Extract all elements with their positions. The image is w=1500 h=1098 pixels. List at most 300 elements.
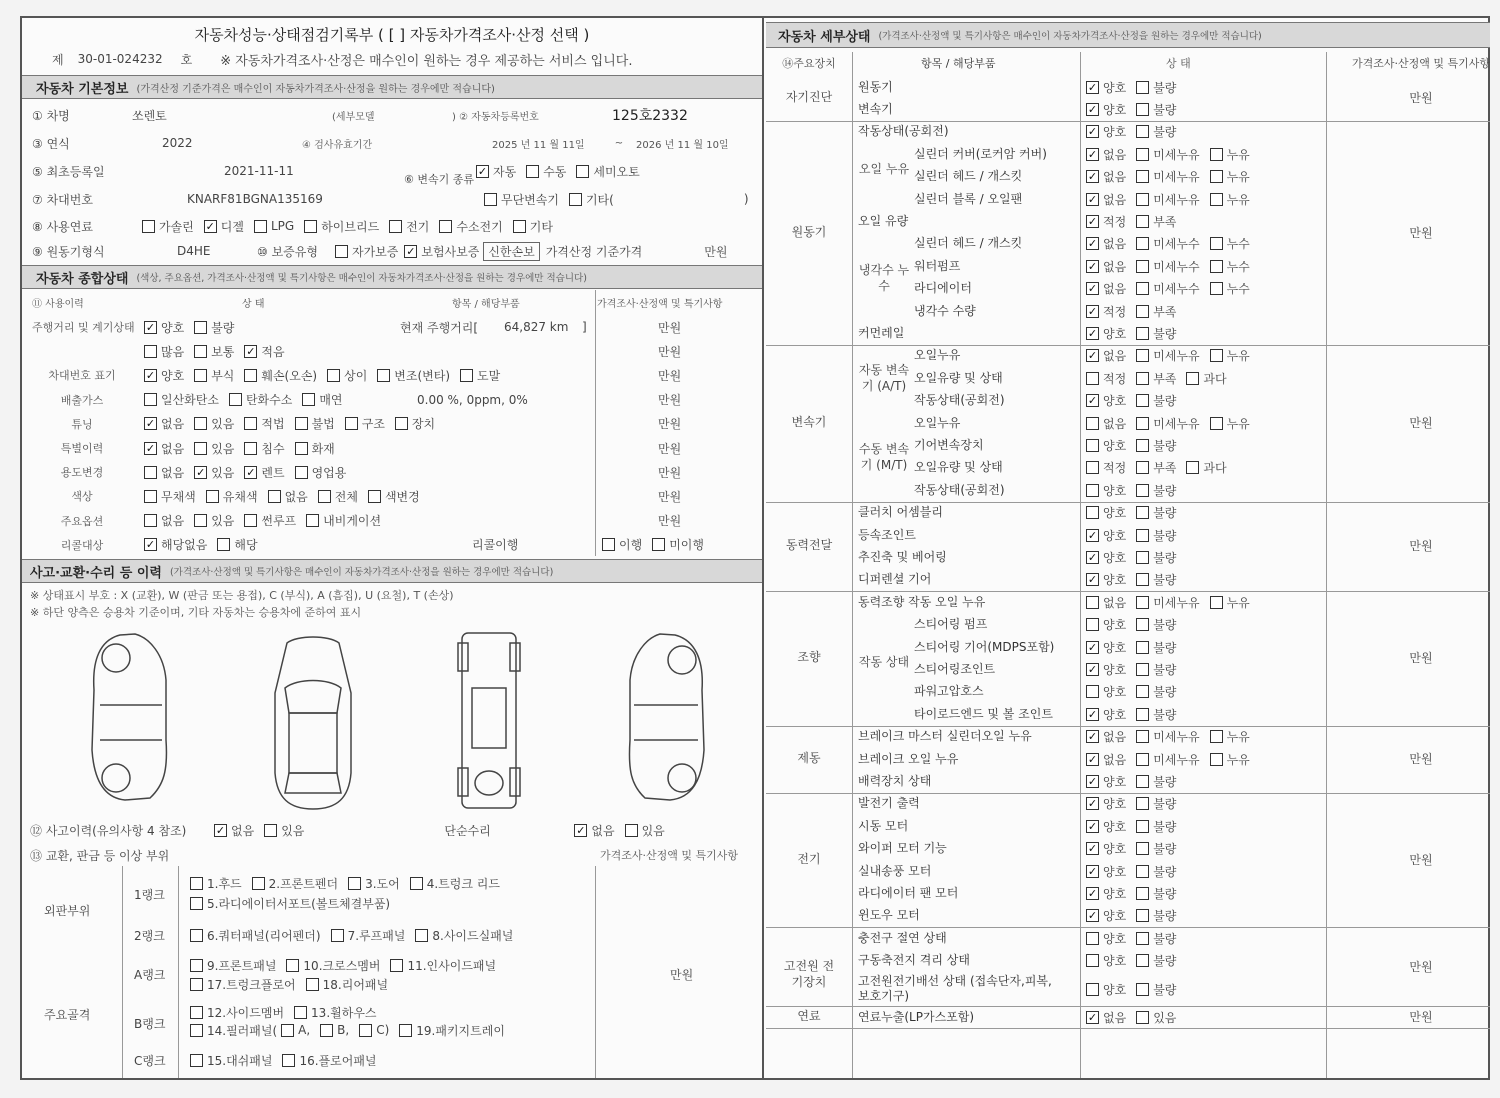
odometer-value: 64,827 km <box>504 320 569 334</box>
trans-semiauto-checkbox[interactable] <box>576 163 639 180</box>
summary-opt-checkbox[interactable] <box>295 415 335 432</box>
summary-opt-checkbox[interactable] <box>144 512 184 529</box>
detail-opt-label: 누수 <box>1226 282 1250 297</box>
pillar-item-checkbox[interactable] <box>320 1023 349 1037</box>
detail-opt-checkbox[interactable] <box>1210 191 1250 208</box>
detail-opt-label: 불량 <box>1153 909 1177 924</box>
summary-opt-checkbox[interactable] <box>306 512 381 529</box>
fuel-other-checkbox[interactable] <box>513 218 553 235</box>
rankC-item-checkbox[interactable] <box>282 1052 376 1069</box>
summary-opt-checkbox[interactable] <box>217 536 257 553</box>
detail-opt-checkbox[interactable] <box>1136 616 1176 633</box>
summary-opt-checkbox[interactable] <box>244 440 284 457</box>
checkbox-box <box>1136 260 1149 273</box>
detail-opt-checkbox[interactable] <box>1086 123 1126 140</box>
rank2-item-checkbox[interactable] <box>190 927 321 944</box>
summary-opt-checkbox[interactable] <box>244 367 317 384</box>
detail-opt-checkbox[interactable] <box>1086 1009 1126 1026</box>
detail-row <box>766 255 1490 277</box>
summary-opt-label: 해당없음 <box>161 538 208 553</box>
checkbox-box <box>1186 372 1199 385</box>
detail-sub-label: 자동 변속기 (A/T) <box>858 363 910 394</box>
detail-item: 라디에이터 <box>914 281 972 296</box>
detail-opt-checkbox[interactable] <box>1136 661 1176 678</box>
checkbox-box <box>1136 954 1149 967</box>
trans-auto-checkbox[interactable] <box>476 163 516 180</box>
detail-opt-checkbox[interactable] <box>1086 347 1126 364</box>
serial-prefix: 제 <box>52 52 64 67</box>
detail-group-price-unit: 만원 <box>1409 651 1433 666</box>
checkbox-box <box>190 1024 203 1037</box>
detail-options <box>1086 683 1186 700</box>
summary-opt-checkbox[interactable] <box>144 367 184 384</box>
detail-opt-checkbox[interactable] <box>1210 594 1250 611</box>
summary-opt-checkbox[interactable] <box>144 415 184 432</box>
summary-opt-label: 없음 <box>161 514 185 529</box>
detail-item: 스티어링 펌프 <box>914 617 988 632</box>
rankC-item-label: 16.플로어패널 <box>299 1053 377 1068</box>
detail-sub-label: 오일 누유 <box>858 161 910 176</box>
detail-opt-checkbox[interactable] <box>1136 370 1176 387</box>
detail-opt-label: 불량 <box>1153 483 1177 498</box>
detail-opt-checkbox[interactable] <box>1136 191 1199 208</box>
detail-opt-label: 없음 <box>1103 170 1127 185</box>
fuel-hydrogen-label: 수소전기 <box>456 219 503 234</box>
detail-opt-checkbox[interactable] <box>1136 303 1176 320</box>
checkbox-box: ✓ <box>1087 147 1098 161</box>
detail-opt-checkbox[interactable] <box>1086 482 1126 499</box>
trans-manual-checkbox[interactable] <box>526 163 566 180</box>
detail-opt-checkbox[interactable] <box>1136 482 1176 499</box>
detail-opt-checkbox[interactable] <box>1086 594 1126 611</box>
detail-row <box>766 166 1490 188</box>
rankA-item-checkbox[interactable] <box>286 957 380 974</box>
detail-opt-checkbox[interactable] <box>1210 347 1250 364</box>
rankC-item-checkbox[interactable] <box>190 1052 272 1069</box>
summary-opt-checkbox[interactable] <box>302 391 342 408</box>
detail-opt-label: 미세누수 <box>1153 259 1200 274</box>
detail-opt-checkbox[interactable] <box>1136 952 1176 969</box>
detail-opt-checkbox[interactable] <box>1086 885 1126 902</box>
detail-opt-checkbox[interactable] <box>1136 235 1199 252</box>
pillar-item-checkbox[interactable] <box>281 1023 310 1037</box>
checkbox-box: ✓ <box>1087 349 1098 363</box>
summary-opt-checkbox[interactable] <box>377 367 450 384</box>
detail-opt-checkbox[interactable] <box>1136 907 1176 924</box>
rank-label: A랭크 <box>134 968 166 982</box>
checkbox-box <box>1136 461 1149 474</box>
rank-items-row <box>190 1020 762 1040</box>
detail-opt-checkbox[interactable] <box>1086 616 1126 633</box>
detail-opt-checkbox[interactable] <box>1136 280 1199 297</box>
summary-opt-checkbox[interactable] <box>244 415 284 432</box>
detail-opt-checkbox[interactable] <box>1086 146 1126 163</box>
summary-opt-checkbox[interactable] <box>194 440 234 457</box>
checkbox-box: ✓ <box>1087 170 1098 184</box>
detail-opt-checkbox[interactable] <box>1210 258 1250 275</box>
car-name-row <box>22 104 762 126</box>
summary-opt-checkbox[interactable] <box>144 440 184 457</box>
detail-opt-checkbox[interactable] <box>1136 930 1176 947</box>
accident-yes-label: 있음 <box>281 823 305 838</box>
col-item: 항목 / 해당부품 <box>921 57 996 70</box>
detail-opt-checkbox[interactable] <box>1086 191 1126 208</box>
summary-opt-checkbox[interactable] <box>345 415 385 432</box>
detail-opt-checkbox[interactable] <box>1086 437 1126 454</box>
detail-opt-checkbox[interactable] <box>1136 168 1199 185</box>
detail-opt-checkbox[interactable] <box>1136 981 1176 998</box>
detail-opt-checkbox[interactable] <box>1210 415 1250 432</box>
warranty-insurer-checkbox[interactable] <box>404 243 479 260</box>
detail-opt-checkbox[interactable] <box>1086 325 1126 342</box>
summary-opt-checkbox[interactable] <box>194 319 234 336</box>
detail-opt-checkbox[interactable] <box>1186 459 1226 476</box>
detail-opt-label: 미세누유 <box>1153 170 1200 185</box>
checkbox-box <box>281 1024 294 1037</box>
detail-opt-checkbox[interactable] <box>1136 639 1176 656</box>
detail-opt-label: 양호 <box>1103 506 1127 521</box>
detail-opt-checkbox[interactable] <box>1210 728 1250 745</box>
fuel-lpg-checkbox[interactable] <box>254 219 294 233</box>
detail-opt-label: 양호 <box>1103 618 1127 633</box>
detail-opt-checkbox[interactable] <box>1086 303 1126 320</box>
summary-opt-label: 영업용 <box>311 465 347 480</box>
detail-opt-checkbox[interactable] <box>1136 683 1176 700</box>
simple-none-checkbox[interactable] <box>574 822 614 839</box>
checkbox-box: ✓ <box>1087 640 1098 654</box>
detail-opt-checkbox[interactable] <box>1210 751 1250 768</box>
detail-opt-label: 없음 <box>1103 1010 1127 1025</box>
engine-value: D4HE <box>177 244 211 258</box>
checkbox-box: ✓ <box>406 244 416 258</box>
rankB-item-checkbox[interactable] <box>190 1004 284 1021</box>
detail-opt-checkbox[interactable] <box>1086 907 1126 924</box>
detail-opt-checkbox[interactable] <box>1086 258 1126 275</box>
detail-row <box>766 457 1490 479</box>
rank1-item-checkbox[interactable] <box>252 875 338 892</box>
summary-opt-checkbox[interactable] <box>295 440 335 457</box>
summary-opt-checkbox[interactable] <box>244 512 296 529</box>
detail-opt-checkbox[interactable] <box>1136 101 1176 118</box>
detail-opt-label: 불량 <box>1153 103 1177 118</box>
rank-price-unit: 만원 <box>670 968 694 982</box>
detail-opt-checkbox[interactable] <box>1086 280 1126 297</box>
fuel-gasoline-checkbox[interactable] <box>142 218 194 235</box>
detail-opt-checkbox[interactable] <box>1210 280 1250 297</box>
checkbox-box <box>1210 730 1223 743</box>
detail-opt-checkbox[interactable] <box>1086 639 1126 656</box>
detail-opt-checkbox[interactable] <box>1136 459 1176 476</box>
detail-col-headers <box>766 52 1490 74</box>
exchange-price-label: 가격조사·산정액 및 특기사항 <box>600 849 739 862</box>
detail-opt-checkbox[interactable] <box>1136 213 1176 230</box>
detail-opt-checkbox[interactable] <box>1086 213 1126 230</box>
detail-opt-checkbox[interactable] <box>1136 751 1199 768</box>
checkbox-box <box>1136 215 1149 228</box>
checkbox-box <box>602 538 615 551</box>
detail-options <box>1086 639 1186 656</box>
validity-from: 2025 년 11 월 11일 <box>492 139 585 151</box>
detail-opt-checkbox[interactable] <box>1136 415 1199 432</box>
rankA-item-checkbox[interactable] <box>190 957 276 974</box>
checkbox-box: ✓ <box>1087 864 1098 878</box>
summary-opt-checkbox[interactable] <box>244 343 284 360</box>
detail-opt-checkbox[interactable] <box>1086 504 1126 521</box>
detail-options <box>1086 280 1260 297</box>
checkbox-box <box>1136 125 1149 138</box>
detail-opt-checkbox[interactable] <box>1086 392 1126 409</box>
detail-opt-checkbox[interactable] <box>1086 952 1126 969</box>
detail-opt-label: 미세누유 <box>1153 416 1200 431</box>
detail-item: 오일누유 <box>914 348 961 363</box>
summary-opt-checkbox[interactable] <box>194 367 234 384</box>
accident-none-label: 없음 <box>231 823 255 838</box>
detail-opt-checkbox[interactable] <box>1086 527 1126 544</box>
checkbox-box <box>1136 81 1149 94</box>
detail-opt-checkbox[interactable] <box>1086 168 1126 185</box>
detail-opt-checkbox[interactable] <box>1210 146 1250 163</box>
detail-opt-checkbox[interactable] <box>1136 437 1176 454</box>
checkbox-box <box>484 193 497 206</box>
detail-opt-checkbox[interactable] <box>1136 527 1176 544</box>
pillar-checkbox[interactable] <box>190 1022 277 1039</box>
detail-opt-checkbox[interactable] <box>1086 370 1126 387</box>
detail-opt-checkbox[interactable] <box>1186 370 1226 387</box>
summary-opt-checkbox[interactable] <box>144 391 219 408</box>
fuel-electric-checkbox[interactable] <box>389 218 429 235</box>
checkbox-box: ✓ <box>576 823 586 837</box>
detail-opt-checkbox[interactable] <box>1086 101 1126 118</box>
rank1-item-checkbox[interactable] <box>410 875 500 892</box>
detail-opt-label: 누수 <box>1226 237 1250 252</box>
summary-opt-checkbox[interactable] <box>144 319 184 336</box>
detail-opt-checkbox[interactable] <box>1136 773 1176 790</box>
detail-opt-checkbox[interactable] <box>1210 235 1250 252</box>
detail-opt-checkbox[interactable] <box>1136 594 1199 611</box>
trans-other-label: 기타( <box>585 192 614 207</box>
warranty-self-checkbox[interactable] <box>335 243 398 260</box>
summary-opt-checkbox[interactable] <box>318 488 358 505</box>
rankB-item-checkbox[interactable] <box>294 1004 376 1021</box>
detail-opt-checkbox[interactable] <box>1136 885 1176 902</box>
trans-other-checkbox[interactable] <box>569 191 614 208</box>
detail-opt-label: 미세누유 <box>1153 595 1200 610</box>
detail-group-name: 원동기 <box>791 224 827 239</box>
detail-opt-checkbox[interactable] <box>1086 818 1126 835</box>
summary-opt-checkbox[interactable] <box>229 391 292 408</box>
detail-opt-checkbox[interactable] <box>1210 168 1250 185</box>
service-notice: ※ 자동차가격조사·산정은 매수인이 원하는 경우 제공하는 서비스 입니다. <box>220 53 633 69</box>
summary-opt-label: 전체 <box>334 489 358 504</box>
vin-value: KNARF81BGNA135169 <box>187 192 323 206</box>
summary-opt-checkbox[interactable] <box>144 343 184 360</box>
checkbox-box <box>295 442 308 455</box>
checkbox-box <box>1136 618 1149 631</box>
detail-opt-checkbox[interactable] <box>1136 325 1176 342</box>
detail-opt-checkbox[interactable] <box>1136 146 1199 163</box>
accident-yes-checkbox[interactable] <box>264 822 304 839</box>
summary-opt-checkbox[interactable] <box>460 367 500 384</box>
summary-opt-checkbox[interactable] <box>268 488 308 505</box>
detail-opt-checkbox[interactable] <box>1136 258 1199 275</box>
summary-opt-checkbox[interactable] <box>327 367 367 384</box>
year-label: ③ 연식 <box>32 136 70 151</box>
summary-opt-checkbox[interactable] <box>144 488 196 505</box>
summary-opt-checkbox[interactable] <box>395 415 435 432</box>
detail-opt-label: 불량 <box>1153 327 1177 342</box>
checkbox-box <box>569 193 582 206</box>
detail-opt-checkbox[interactable] <box>1086 415 1126 432</box>
checkbox-box: ✓ <box>1087 842 1098 856</box>
detail-options <box>1086 773 1186 790</box>
detail-row <box>766 367 1490 389</box>
checkbox-box <box>1136 641 1149 654</box>
detail-opt-label: 부족 <box>1153 215 1177 230</box>
checkbox-box <box>318 490 331 503</box>
simple-yes-checkbox[interactable] <box>625 822 665 839</box>
detail-opt-checkbox[interactable] <box>1086 863 1126 880</box>
checkbox-box: ✓ <box>1087 573 1098 587</box>
summary-opt-checkbox[interactable] <box>144 536 207 553</box>
detail-opt-checkbox[interactable] <box>1136 392 1176 409</box>
detail-group-name: 자기진단 <box>785 90 833 105</box>
recall-opt-checkbox[interactable] <box>652 536 704 553</box>
detail-opt-checkbox[interactable] <box>1086 549 1126 566</box>
fuel-row <box>22 215 762 237</box>
pillar-item-checkbox[interactable] <box>359 1023 389 1037</box>
detail-opt-checkbox[interactable] <box>1086 79 1126 96</box>
detail-opt-checkbox[interactable] <box>1136 863 1176 880</box>
year-row <box>22 132 762 154</box>
summary-opt-checkbox[interactable] <box>194 343 234 360</box>
summary-opt-checkbox[interactable] <box>194 415 234 432</box>
summary-opt-label: 탄화수소 <box>245 393 293 408</box>
detail-sub-label: 냉각수 누수 <box>858 262 910 293</box>
pillar-item-label: C) <box>376 1023 390 1037</box>
detail-opt-checkbox[interactable] <box>1086 981 1126 998</box>
exchange-label: ⑬ 교환, 판금 등 이상 부위 <box>30 848 170 863</box>
reg-no-value: 125호2332 <box>612 108 688 124</box>
accident-none-checkbox[interactable] <box>214 822 254 839</box>
fuel-hydrogen-checkbox[interactable] <box>439 218 502 235</box>
detail-opt-checkbox[interactable] <box>1086 683 1126 700</box>
checkbox-box <box>1086 596 1099 609</box>
engine-row <box>22 240 762 262</box>
detail-opt-label: 양호 <box>1103 775 1127 790</box>
detail-item: 스티어링 기어(MDPS포함) <box>914 639 1055 654</box>
detail-opt-checkbox[interactable] <box>1136 706 1176 723</box>
detail-opt-checkbox[interactable] <box>1136 728 1199 745</box>
rank2-item-checkbox[interactable] <box>331 927 406 944</box>
summary-opt-checkbox[interactable] <box>244 464 284 481</box>
rankA-item-checkbox[interactable] <box>390 957 496 974</box>
detail-row <box>766 793 1490 815</box>
detail-options <box>1086 706 1186 723</box>
detail-opt-checkbox[interactable] <box>1086 728 1126 745</box>
car-name-value: 쏘렌토 <box>132 108 167 123</box>
detail-row <box>766 121 1490 143</box>
trans-auto-label: 자동 <box>493 164 517 179</box>
rank2-item-label: 8.사이드실패널 <box>432 928 514 943</box>
detail-opt-checkbox[interactable] <box>1086 930 1126 947</box>
summary-opt-checkbox[interactable] <box>144 464 184 481</box>
detail-opt-checkbox[interactable] <box>1136 840 1176 857</box>
rank2-item-checkbox[interactable] <box>415 927 513 944</box>
rankA-item-checkbox[interactable] <box>306 976 388 993</box>
detail-opt-label: 양호 <box>1103 864 1127 879</box>
detail-opt-checkbox[interactable] <box>1086 571 1126 588</box>
fuel-hybrid-checkbox[interactable] <box>304 218 379 235</box>
detail-opt-checkbox[interactable] <box>1086 773 1126 790</box>
checkbox-box <box>206 490 219 503</box>
detail-row <box>766 927 1490 949</box>
rank1-item-checkbox[interactable] <box>348 875 400 892</box>
detail-opt-checkbox[interactable] <box>1136 818 1176 835</box>
summary-note: (색상, 주요옵션, 가격조사·산정액 및 특기사항은 매수인이 자동차가격조사·산정을 원하는 경우에만 적습니다) <box>136 273 587 284</box>
checkbox-box <box>1136 983 1149 996</box>
checkbox-box <box>144 514 157 527</box>
summary-opt-label: 내비게이션 <box>323 514 382 529</box>
left-column <box>22 18 764 1078</box>
detail-opt-checkbox[interactable] <box>1086 795 1126 812</box>
trans-cvt-checkbox[interactable] <box>484 191 559 208</box>
detail-opt-checkbox[interactable] <box>1136 549 1176 566</box>
detail-opt-checkbox[interactable] <box>1136 571 1176 588</box>
detail-options <box>1086 459 1237 476</box>
rank1-item-label: 5.라디에이터서포트(볼트체결부품) <box>207 896 391 911</box>
detail-opt-checkbox[interactable] <box>1136 504 1176 521</box>
detail-opt-checkbox[interactable] <box>1086 751 1126 768</box>
detail-opt-checkbox[interactable] <box>1086 661 1126 678</box>
summary-opt-checkbox[interactable] <box>194 512 234 529</box>
detail-opt-checkbox[interactable] <box>1136 123 1176 140</box>
detail-row <box>766 770 1490 792</box>
detail-opt-checkbox[interactable] <box>1136 1009 1176 1026</box>
detail-sub-label: 수동 변속기 (M/T) <box>858 441 910 472</box>
summary-opt-checkbox[interactable] <box>206 488 258 505</box>
checkbox-box <box>1136 797 1149 810</box>
summary-opt-label: 불량 <box>211 320 235 335</box>
detail-opt-checkbox[interactable] <box>1086 840 1126 857</box>
checkbox-box <box>1210 170 1223 183</box>
detail-opt-label: 부족 <box>1153 371 1177 386</box>
detail-item: 워터펌프 <box>914 258 961 273</box>
rankA-item-checkbox[interactable] <box>190 976 296 993</box>
detail-opt-checkbox[interactable] <box>1136 79 1176 96</box>
detail-opt-checkbox[interactable] <box>1136 347 1199 364</box>
detail-opt-checkbox[interactable] <box>1086 706 1126 723</box>
detail-opt-label: 불량 <box>1153 707 1177 722</box>
summary-row <box>22 510 762 532</box>
detail-opt-checkbox[interactable] <box>1086 459 1126 476</box>
detail-opt-checkbox[interactable] <box>1136 795 1176 812</box>
summary-opt-checkbox[interactable] <box>194 464 234 481</box>
validity-dash: ~ <box>614 137 624 149</box>
recall-opt-checkbox[interactable] <box>602 536 642 553</box>
summary-opt-checkbox[interactable] <box>295 464 347 481</box>
rankB-item-checkbox[interactable] <box>399 1022 505 1039</box>
detail-opt-checkbox[interactable] <box>1086 235 1126 252</box>
summary-opt-label: 있음 <box>211 514 235 529</box>
detail-options <box>1086 123 1186 140</box>
fuel-diesel-checkbox[interactable] <box>204 218 244 235</box>
detail-opt-label: 양호 <box>1103 327 1127 342</box>
summary-opt-checkbox[interactable] <box>368 488 420 505</box>
summary-price-unit: 만원 <box>658 368 682 383</box>
first-reg-label: ⑤ 최초등록일 <box>32 164 105 179</box>
rank1-item-checkbox[interactable] <box>190 895 390 912</box>
rank1-item-checkbox[interactable] <box>190 875 242 892</box>
